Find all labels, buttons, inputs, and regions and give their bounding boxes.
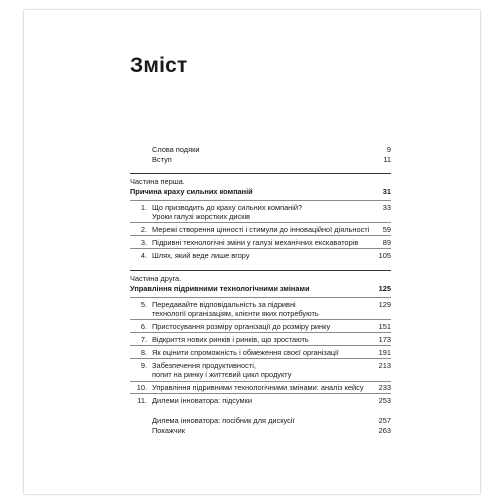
chapter-title-line: Забезпечення продуктивності, [152,360,256,370]
chapter-entry [130,319,391,332]
chapter-page: 253 [378,396,391,405]
toc-part-two [130,270,391,406]
part-page: 31 [382,186,391,196]
book-page [24,10,480,494]
chapter-title [152,203,377,222]
toc-entry-page: 257 [378,416,391,426]
chapter-entry [130,248,391,261]
toc-part-one [130,173,391,261]
part-page: 125 [378,283,391,293]
chapter-number: 2. [140,224,147,234]
chapter-page: 213 [378,360,391,370]
chapter-title-line: Що призводить до краху сильних компаній? [152,202,303,212]
chapter-page: 151 [378,322,391,332]
part-title: Управління підривними технологічними змінами [130,283,310,293]
chapter-number: 1. [140,202,147,212]
chapter-title-line: попит на ринку і життєвий цикл продукту [152,370,292,380]
chapter-title: Шлях, який веде лише вгору [152,250,250,260]
chapter-title: Управління підривними технологічними змінами: аналіз кейсу [152,383,364,393]
chapter-list [130,297,391,406]
part-label: Частина друга. [130,274,182,284]
chapter-number: 4. [140,250,147,260]
chapter-number: 11. [137,396,147,405]
chapter-number: 9. [140,360,147,370]
toc-entry-title: Слова подяки [152,145,200,154]
part-label: Частина перша. [130,177,185,186]
chapter-page: 105 [378,250,391,260]
chapter-number: 8. [140,347,147,357]
chapter-title: Мережі створення цінності і стимули до інноваційної діяльності [152,224,370,234]
part-heading [130,187,391,197]
chapter-title: Дилеми інноватора: підсумки [152,396,252,405]
chapter-title-line: Передавайте відповідальність за підривні [152,299,296,309]
chapter-page: 191 [378,347,391,357]
chapter-entry [130,222,391,235]
chapter-entry [130,297,391,319]
chapter-entry [130,381,391,394]
page-title: Зміст [130,54,188,77]
chapter-page: 59 [382,224,391,234]
toc-entry-title: Вступ [152,154,172,164]
chapter-page: 233 [378,383,391,393]
chapter-title-line: технології організаціям, клієнти яких потребують [152,309,319,319]
toc-entry-page: 11 [383,154,391,164]
toc-entry-title: Дилема інноватора: посібник для дискусії [152,416,295,426]
chapter-entry [130,200,391,222]
table-of-contents [130,143,391,435]
toc-entry-page: 9 [386,145,391,154]
chapter-number: 5. [140,299,147,309]
toc-entry-title: Покажчик [152,425,186,435]
chapter-title: Як оцінити спроможність і обмеження своєї організації [152,347,339,357]
chapter-number: 3. [140,237,147,247]
chapter-page: 89 [382,237,391,247]
toc-entry-index [130,426,391,436]
toc-entry-introduction [130,155,391,165]
chapter-entry [130,235,391,248]
chapter-page: 33 [382,202,391,212]
chapter-number: 10. [136,383,147,393]
chapter-title [152,361,373,380]
chapter-title: Відкриття нових ринків і ринків, що зростають [152,334,309,344]
chapter-title-line: Уроки галузі жорстких дисків [152,212,251,222]
chapter-number: 6. [140,322,147,332]
chapter-page: 173 [378,334,391,344]
chapter-entry [130,345,391,358]
chapter-title: Підривні технологічні зміни у галузі механічних екскаваторів [152,237,359,247]
chapter-entry [130,332,391,345]
chapter-number: 7. [140,334,147,344]
part-heading [130,284,391,294]
toc-entry-discussion-guide [130,416,391,426]
toc-back-matter [130,416,391,435]
toc-entry-page: 263 [378,425,391,435]
chapter-list [130,200,391,261]
chapter-entry [130,358,391,380]
chapter-entry [130,393,391,406]
chapter-title: Пристосування розміру організації до розміру ринку [152,322,331,332]
toc-entry-acknowledgements [130,145,391,155]
part-title: Причина краху сильних компаній [130,186,253,196]
chapter-title [152,300,373,319]
chapter-page: 129 [378,299,391,309]
